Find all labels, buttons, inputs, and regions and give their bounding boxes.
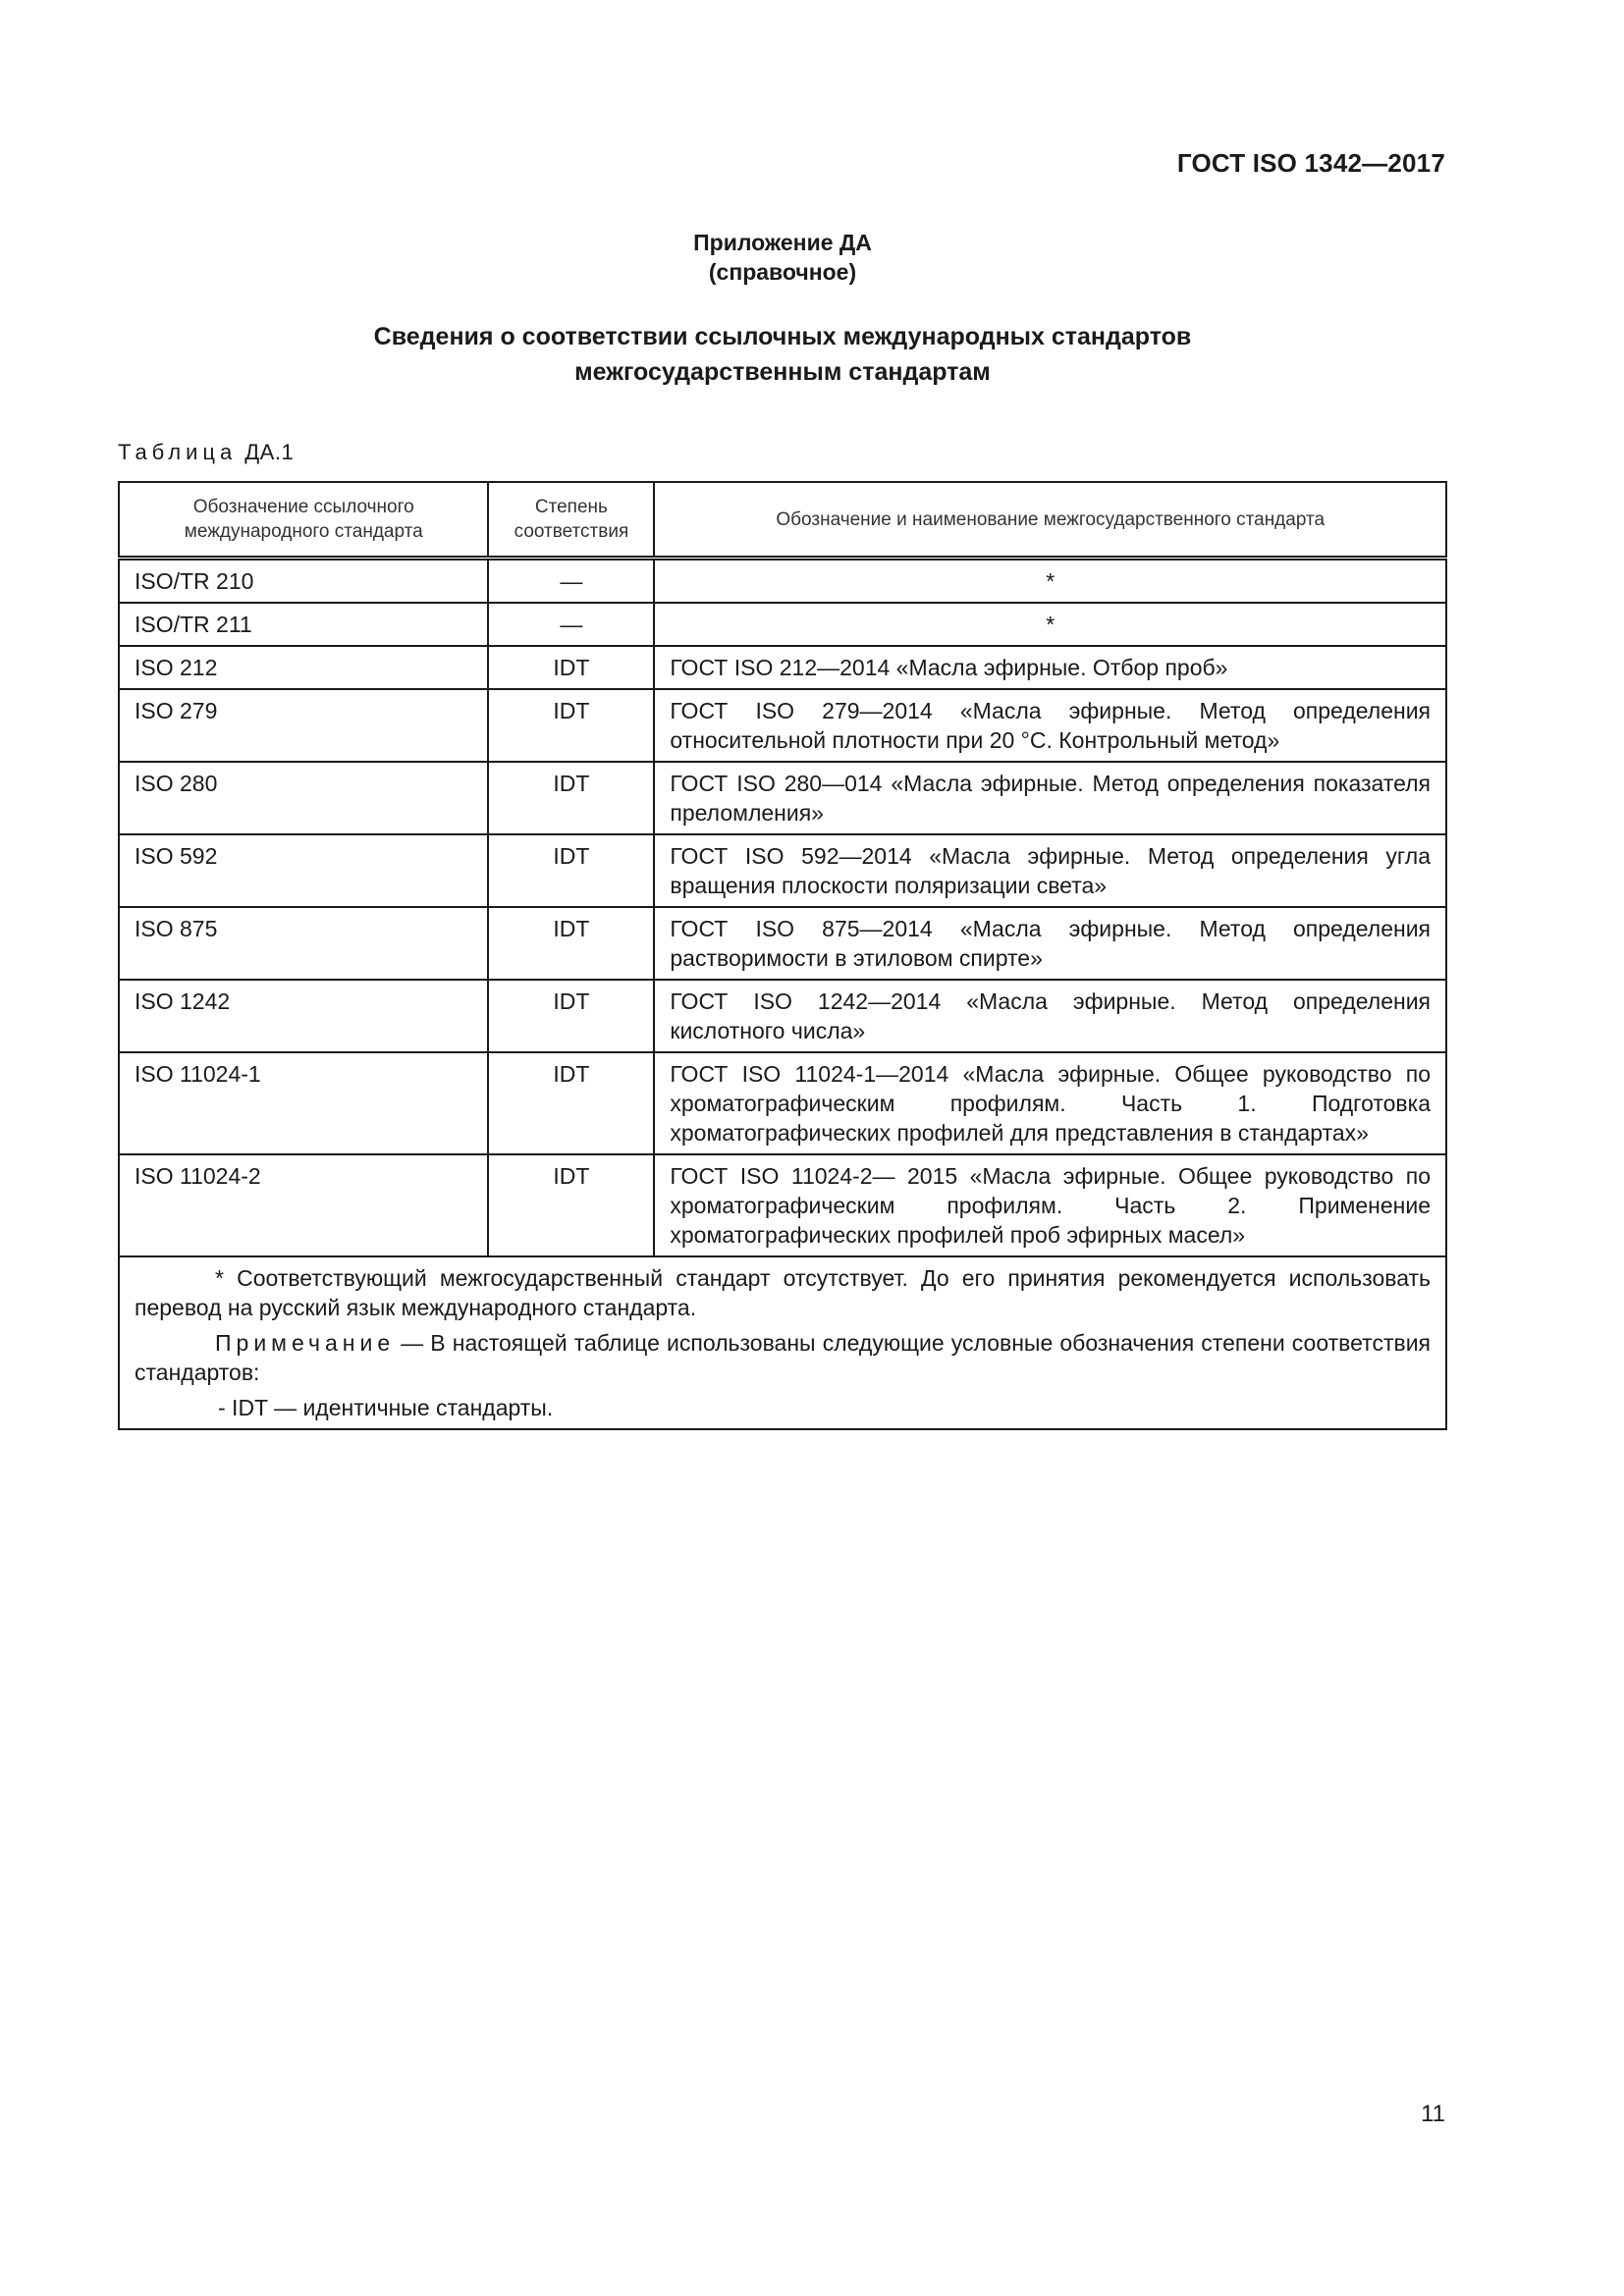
cell-standard-name: ГОСТ ISO 279—2014 «Масла эфирные. Метод определения относительной плотности при 20 °С. Контрольный метод» — [654, 689, 1446, 762]
cell-standard-name: ГОСТ ISO 11024-2— 2015 «Масла эфирные. Общее руководство по хроматографическим профилям. Часть 2. Применение хроматографических профилей проб эфирных масел» — [654, 1154, 1446, 1256]
appendix-type: (справочное) — [708, 259, 857, 285]
cell-reference: ISO 11024-2 — [119, 1154, 488, 1256]
cell-reference: ISO 280 — [119, 762, 488, 834]
cell-standard-name: ГОСТ ISO 11024-1—2014 «Масла эфирные. Общее руководство по хроматографическим профилям. Часть 1. Подготовка хроматографических профилей для представления в стандартах» — [654, 1052, 1446, 1154]
header-interstate-standard: Обозначение и наименование межгосударственного стандарта — [654, 482, 1446, 559]
cell-standard-name: * — [654, 603, 1446, 646]
table-row — [119, 559, 1446, 604]
table-header-row — [119, 482, 1446, 559]
table-notes — [119, 1256, 1446, 1429]
cell-standard-name: ГОСТ ISO 280—014 «Масла эфирные. Метод определения показателя преломления» — [654, 762, 1446, 834]
note-label: Примечание — [215, 1330, 396, 1356]
page-number: 11 — [1421, 2101, 1445, 2127]
section-title-line-2: межгосударственным стандартам — [574, 358, 991, 386]
table-row — [119, 1052, 1446, 1154]
cell-standard-name: ГОСТ ISO 1242—2014 «Масла эфирные. Метод определения кислотного числа» — [654, 980, 1446, 1052]
note-text: — В настоящей таблице использованы следующие условные обозначения степени соответствия стандартов: — [135, 1330, 1431, 1385]
table-footer-row — [119, 1256, 1446, 1429]
header-degree: Степень соответствия — [488, 482, 654, 559]
cell-reference: ISO 592 — [119, 834, 488, 907]
cell-standard-name: * — [654, 559, 1446, 604]
document-code: ГОСТ ISO 1342—2017 — [1176, 148, 1445, 178]
cell-reference: ISO 1242 — [119, 980, 488, 1052]
section-title-line-1: Сведения о соответствии ссылочных международных стандартов — [373, 323, 1192, 350]
table-row — [119, 646, 1446, 689]
table-caption-number: ДА.1 — [244, 440, 295, 464]
table-row — [119, 834, 1446, 907]
cell-degree: IDT — [488, 834, 654, 907]
cell-degree: IDT — [488, 980, 654, 1052]
cell-degree: IDT — [488, 689, 654, 762]
cell-degree: IDT — [488, 762, 654, 834]
correspondence-table — [118, 481, 1447, 1430]
cell-degree: IDT — [488, 907, 654, 980]
table-row — [119, 980, 1446, 1052]
appendix-title: Приложение ДА — [693, 230, 872, 255]
cell-reference: ISO 11024-1 — [119, 1052, 488, 1154]
appendix-heading — [0, 228, 1565, 287]
table-caption — [118, 440, 294, 465]
cell-degree: IDT — [488, 646, 654, 689]
note-item: - IDT — идентичные стандарты. — [218, 1395, 554, 1420]
cell-standard-name: ГОСТ ISO 212—2014 «Масла эфирные. Отбор проб» — [654, 646, 1446, 689]
table-row — [119, 603, 1446, 646]
cell-reference: ISO 212 — [119, 646, 488, 689]
table-row — [119, 1154, 1446, 1256]
cell-degree: — — [488, 559, 654, 604]
cell-reference: ISO/TR 211 — [119, 603, 488, 646]
table-row — [119, 689, 1446, 762]
table-caption-label: Таблица — [118, 440, 238, 464]
footnote: * Соответствующий межгосударственный стандарт отсутствует. До его принятия рекомендуется использовать перевод на русский язык международного стандарта. — [135, 1265, 1431, 1320]
table-row — [119, 762, 1446, 834]
table-row — [119, 907, 1446, 980]
cell-degree: IDT — [488, 1154, 654, 1256]
cell-reference: ISO/TR 210 — [119, 559, 488, 604]
cell-reference: ISO 875 — [119, 907, 488, 980]
header-reference-standard: Обозначение ссылочного международного стандарта — [119, 482, 488, 559]
section-title — [0, 319, 1565, 390]
cell-standard-name: ГОСТ ISO 592—2014 «Масла эфирные. Метод определения угла вращения плоскости поляризации света» — [654, 834, 1446, 907]
cell-degree: — — [488, 603, 654, 646]
cell-standard-name: ГОСТ ISO 875—2014 «Масла эфирные. Метод определения растворимости в этиловом спирте» — [654, 907, 1446, 980]
cell-reference: ISO 279 — [119, 689, 488, 762]
cell-degree: IDT — [488, 1052, 654, 1154]
note — [135, 1328, 1431, 1387]
